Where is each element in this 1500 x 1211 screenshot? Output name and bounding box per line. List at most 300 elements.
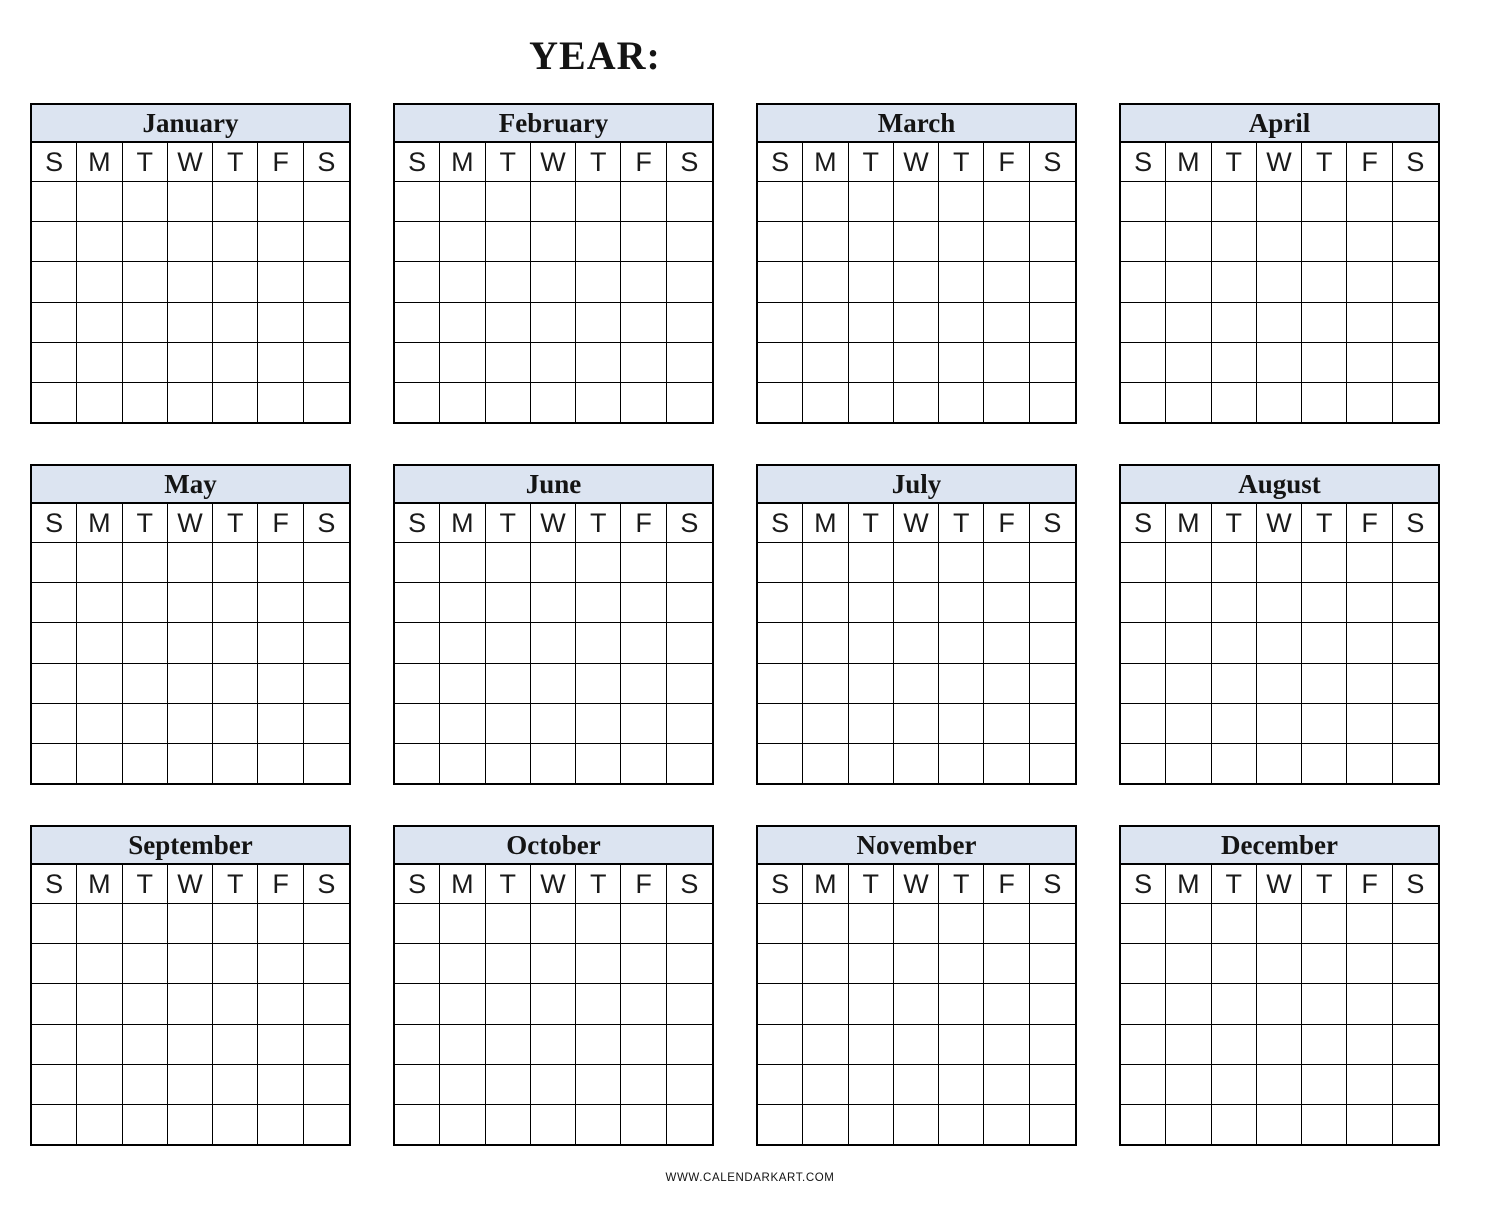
blank-day-cell bbox=[213, 262, 258, 301]
month-block-june bbox=[393, 464, 714, 785]
blank-day-cell bbox=[849, 623, 894, 662]
blank-day-cell bbox=[77, 343, 122, 382]
blank-day-cell bbox=[531, 1105, 576, 1144]
weekday-header-cell: T bbox=[939, 504, 984, 542]
blank-day-cell bbox=[758, 1105, 803, 1144]
week-row bbox=[1121, 343, 1438, 383]
blank-day-cell bbox=[1257, 1065, 1302, 1104]
blank-day-cell bbox=[486, 664, 531, 703]
blank-day-cell bbox=[395, 383, 440, 422]
blank-day-cell bbox=[849, 262, 894, 301]
weekday-header-cell: M bbox=[803, 504, 848, 542]
blank-day-cell bbox=[258, 1065, 303, 1104]
blank-day-cell bbox=[304, 543, 349, 582]
blank-day-cell bbox=[1121, 262, 1166, 301]
blank-day-cell bbox=[621, 623, 666, 662]
blank-day-cell bbox=[1347, 303, 1392, 342]
blank-day-cell bbox=[486, 182, 531, 221]
blank-day-cell bbox=[531, 182, 576, 221]
blank-day-cell bbox=[123, 343, 168, 382]
blank-day-cell bbox=[32, 222, 77, 261]
blank-day-cell bbox=[531, 303, 576, 342]
blank-day-cell bbox=[1257, 1025, 1302, 1064]
blank-day-cell bbox=[32, 984, 77, 1023]
blank-day-cell bbox=[621, 1065, 666, 1104]
blank-day-cell bbox=[667, 383, 712, 422]
week-row bbox=[1121, 904, 1438, 944]
month-block-july bbox=[756, 464, 1077, 785]
blank-day-cell bbox=[621, 222, 666, 261]
blank-day-cell bbox=[894, 182, 939, 221]
blank-day-cell bbox=[758, 984, 803, 1023]
blank-day-cell bbox=[939, 904, 984, 943]
blank-day-cell bbox=[32, 383, 77, 422]
weekday-header-cell: W bbox=[531, 504, 576, 542]
week-row bbox=[32, 944, 349, 984]
blank-day-cell bbox=[258, 704, 303, 743]
blank-day-cell bbox=[486, 543, 531, 582]
week-row bbox=[758, 664, 1075, 704]
blank-day-cell bbox=[803, 222, 848, 261]
blank-day-cell bbox=[849, 1025, 894, 1064]
blank-day-cell bbox=[1302, 944, 1347, 983]
week-row bbox=[32, 303, 349, 343]
weekday-header-cell: W bbox=[894, 143, 939, 181]
week-row bbox=[1121, 704, 1438, 744]
blank-day-cell bbox=[939, 664, 984, 703]
blank-day-cell bbox=[621, 303, 666, 342]
weekday-header-cell: S bbox=[32, 865, 77, 903]
blank-day-cell bbox=[576, 262, 621, 301]
blank-day-cell bbox=[1347, 343, 1392, 382]
week-row bbox=[758, 303, 1075, 343]
blank-day-cell bbox=[1257, 704, 1302, 743]
blank-day-cell bbox=[258, 343, 303, 382]
weekday-header-cell: S bbox=[1043, 507, 1062, 538]
footer-url: WWW.CALENDARKART.COM bbox=[665, 1172, 835, 1184]
week-row bbox=[32, 1065, 349, 1105]
weekday-header-cell: M bbox=[803, 143, 848, 181]
blank-day-cell bbox=[1257, 262, 1302, 301]
week-row bbox=[32, 664, 349, 704]
blank-day-cell bbox=[395, 1025, 440, 1064]
blank-day-cell bbox=[213, 984, 258, 1023]
week-row bbox=[395, 1105, 712, 1144]
blank-day-cell bbox=[803, 1105, 848, 1144]
weekday-header-cell: S bbox=[758, 143, 803, 181]
blank-day-cell bbox=[576, 744, 621, 783]
blank-day-cell bbox=[894, 623, 939, 662]
blank-day-cell bbox=[939, 1065, 984, 1104]
blank-day-cell bbox=[168, 182, 213, 221]
blank-day-cell bbox=[1030, 182, 1075, 221]
blank-day-cell bbox=[1393, 222, 1438, 261]
blank-day-cell bbox=[758, 904, 803, 943]
blank-day-cell bbox=[1030, 303, 1075, 342]
blank-day-cell bbox=[123, 1025, 168, 1064]
blank-day-cell bbox=[123, 182, 168, 221]
blank-day-cell bbox=[758, 583, 803, 622]
weekday-header-cell: S bbox=[1043, 146, 1062, 177]
blank-day-cell bbox=[32, 303, 77, 342]
blank-day-cell bbox=[894, 1065, 939, 1104]
month-block-september bbox=[30, 825, 351, 1146]
month-block-january bbox=[30, 103, 351, 424]
blank-day-cell bbox=[576, 303, 621, 342]
blank-day-cell bbox=[984, 303, 1029, 342]
week-row bbox=[32, 1025, 349, 1065]
weekday-header-cell: W bbox=[1257, 143, 1302, 181]
blank-day-cell bbox=[894, 944, 939, 983]
blank-day-cell bbox=[803, 1025, 848, 1064]
blank-day-cell bbox=[939, 262, 984, 301]
blank-day-cell bbox=[168, 704, 213, 743]
blank-day-cell bbox=[32, 1025, 77, 1064]
blank-day-cell bbox=[213, 623, 258, 662]
week-row bbox=[395, 343, 712, 383]
weekday-header-cell: S bbox=[317, 868, 336, 899]
blank-day-cell bbox=[168, 262, 213, 301]
blank-day-cell bbox=[1393, 182, 1438, 221]
blank-day-cell bbox=[1393, 623, 1438, 662]
blank-day-cell bbox=[1347, 664, 1392, 703]
blank-day-cell bbox=[531, 623, 576, 662]
week-row bbox=[32, 583, 349, 623]
blank-day-cell bbox=[1393, 664, 1438, 703]
blank-day-cell bbox=[1030, 623, 1075, 662]
blank-day-cell bbox=[1030, 222, 1075, 261]
blank-day-cell bbox=[1121, 383, 1166, 422]
blank-day-cell bbox=[123, 984, 168, 1023]
week-row bbox=[758, 583, 1075, 623]
blank-day-cell bbox=[304, 343, 349, 382]
weekday-header-cell: T bbox=[1302, 865, 1347, 903]
blank-day-cell bbox=[1166, 343, 1211, 382]
blank-day-cell bbox=[576, 383, 621, 422]
week-row bbox=[395, 583, 712, 623]
blank-day-cell bbox=[258, 583, 303, 622]
blank-day-cell bbox=[939, 543, 984, 582]
blank-day-cell bbox=[849, 303, 894, 342]
blank-day-cell bbox=[440, 623, 485, 662]
blank-day-cell bbox=[1121, 904, 1166, 943]
blank-day-cell bbox=[1166, 383, 1211, 422]
blank-day-cell bbox=[1257, 222, 1302, 261]
weekday-header-cell: M bbox=[1166, 865, 1211, 903]
blank-day-cell bbox=[304, 1065, 349, 1104]
blank-day-cell bbox=[939, 583, 984, 622]
weekday-header-cell: S bbox=[395, 865, 440, 903]
blank-day-cell bbox=[1302, 222, 1347, 261]
blank-day-cell bbox=[1030, 904, 1075, 943]
weekday-header-row bbox=[1121, 504, 1438, 543]
week-row bbox=[1121, 1065, 1438, 1105]
blank-day-cell bbox=[667, 704, 712, 743]
blank-day-cell bbox=[1166, 1105, 1211, 1144]
blank-day-cell bbox=[213, 944, 258, 983]
blank-day-cell bbox=[1393, 543, 1438, 582]
blank-day-cell bbox=[849, 222, 894, 261]
blank-day-cell bbox=[939, 343, 984, 382]
blank-day-cell bbox=[621, 583, 666, 622]
blank-day-cell bbox=[803, 182, 848, 221]
weekday-header-cell: T bbox=[939, 865, 984, 903]
weekday-header-cell: F bbox=[621, 865, 666, 903]
blank-day-cell bbox=[1030, 704, 1075, 743]
blank-day-cell bbox=[1302, 303, 1347, 342]
blank-day-cell bbox=[803, 984, 848, 1023]
blank-day-cell bbox=[984, 262, 1029, 301]
blank-day-cell bbox=[531, 664, 576, 703]
blank-day-cell bbox=[32, 704, 77, 743]
blank-day-cell bbox=[1302, 664, 1347, 703]
blank-day-cell bbox=[1393, 262, 1438, 301]
blank-day-cell bbox=[77, 1025, 122, 1064]
weekday-header-cell: M bbox=[77, 865, 122, 903]
blank-day-cell bbox=[1030, 1065, 1075, 1104]
blank-day-cell bbox=[213, 303, 258, 342]
blank-day-cell bbox=[939, 182, 984, 221]
weekday-header-cell: W bbox=[1257, 865, 1302, 903]
blank-day-cell bbox=[168, 222, 213, 261]
blank-day-cell bbox=[621, 904, 666, 943]
blank-day-cell bbox=[77, 704, 122, 743]
blank-day-cell bbox=[576, 1105, 621, 1144]
blank-day-cell bbox=[667, 1105, 712, 1144]
blank-day-cell bbox=[1166, 984, 1211, 1023]
weekday-header-cell: T bbox=[486, 504, 531, 542]
blank-day-cell bbox=[32, 944, 77, 983]
blank-day-cell bbox=[304, 704, 349, 743]
blank-day-cell bbox=[1121, 1065, 1166, 1104]
blank-day-cell bbox=[395, 182, 440, 221]
blank-day-cell bbox=[395, 222, 440, 261]
weekday-header-cell: S bbox=[317, 146, 336, 177]
blank-day-cell bbox=[304, 623, 349, 662]
blank-day-cell bbox=[123, 1065, 168, 1104]
blank-day-cell bbox=[803, 944, 848, 983]
month-block-march bbox=[756, 103, 1077, 424]
blank-day-cell bbox=[486, 984, 531, 1023]
blank-day-cell bbox=[304, 182, 349, 221]
blank-day-cell bbox=[1302, 583, 1347, 622]
weekday-header-row bbox=[758, 504, 1075, 543]
blank-day-cell bbox=[213, 664, 258, 703]
week-row bbox=[32, 1105, 349, 1144]
blank-day-cell bbox=[621, 984, 666, 1023]
blank-day-cell bbox=[1257, 984, 1302, 1023]
blank-day-cell bbox=[531, 1065, 576, 1104]
blank-day-cell bbox=[531, 222, 576, 261]
weekday-header-cell: W bbox=[894, 504, 939, 542]
blank-day-cell bbox=[576, 984, 621, 1023]
weekday-header-cell: T bbox=[1212, 865, 1257, 903]
blank-day-cell bbox=[803, 543, 848, 582]
blank-day-cell bbox=[1212, 904, 1257, 943]
blank-day-cell bbox=[1166, 1025, 1211, 1064]
blank-day-cell bbox=[803, 744, 848, 783]
blank-day-cell bbox=[758, 262, 803, 301]
blank-day-cell bbox=[486, 383, 531, 422]
blank-day-cell bbox=[32, 543, 77, 582]
blank-day-cell bbox=[77, 984, 122, 1023]
blank-day-cell bbox=[667, 303, 712, 342]
blank-day-cell bbox=[1030, 1025, 1075, 1064]
blank-day-cell bbox=[395, 944, 440, 983]
blank-day-cell bbox=[984, 383, 1029, 422]
blank-day-cell bbox=[894, 664, 939, 703]
blank-day-cell bbox=[1212, 1065, 1257, 1104]
blank-day-cell bbox=[758, 623, 803, 662]
blank-day-cell bbox=[395, 262, 440, 301]
blank-day-cell bbox=[1212, 704, 1257, 743]
blank-day-cell bbox=[667, 623, 712, 662]
blank-day-cell bbox=[1166, 222, 1211, 261]
month-block-october bbox=[393, 825, 714, 1146]
blank-day-cell bbox=[621, 543, 666, 582]
blank-day-cell bbox=[984, 904, 1029, 943]
weekday-header-row bbox=[1121, 143, 1438, 182]
blank-day-cell bbox=[395, 744, 440, 783]
blank-day-cell bbox=[77, 1065, 122, 1104]
blank-day-cell bbox=[486, 1065, 531, 1104]
blank-day-cell bbox=[939, 704, 984, 743]
blank-day-cell bbox=[32, 583, 77, 622]
blank-day-cell bbox=[667, 904, 712, 943]
blank-day-cell bbox=[1257, 944, 1302, 983]
blank-day-cell bbox=[667, 222, 712, 261]
blank-day-cell bbox=[1212, 303, 1257, 342]
month-name: September bbox=[32, 827, 349, 865]
blank-day-cell bbox=[213, 1025, 258, 1064]
blank-day-cell bbox=[758, 343, 803, 382]
blank-day-cell bbox=[32, 1105, 77, 1144]
week-row bbox=[1121, 303, 1438, 343]
blank-day-cell bbox=[621, 383, 666, 422]
blank-day-cell bbox=[395, 583, 440, 622]
blank-day-cell bbox=[531, 383, 576, 422]
blank-day-cell bbox=[304, 984, 349, 1023]
month-name: October bbox=[395, 827, 712, 865]
weekday-header-cell: W bbox=[168, 143, 213, 181]
weekday-header-cell: F bbox=[621, 143, 666, 181]
blank-day-cell bbox=[77, 944, 122, 983]
blank-day-cell bbox=[123, 583, 168, 622]
blank-day-cell bbox=[1121, 744, 1166, 783]
blank-day-cell bbox=[849, 543, 894, 582]
month-name: June bbox=[395, 466, 712, 504]
month-name: February bbox=[395, 105, 712, 143]
blank-day-cell bbox=[894, 543, 939, 582]
blank-day-cell bbox=[440, 383, 485, 422]
blank-day-cell bbox=[576, 623, 621, 662]
blank-day-cell bbox=[667, 1065, 712, 1104]
blank-day-cell bbox=[531, 744, 576, 783]
blank-day-cell bbox=[939, 303, 984, 342]
blank-day-cell bbox=[440, 543, 485, 582]
blank-day-cell bbox=[849, 744, 894, 783]
week-row bbox=[758, 1065, 1075, 1105]
blank-day-cell bbox=[576, 343, 621, 382]
blank-day-cell bbox=[984, 1025, 1029, 1064]
blank-day-cell bbox=[1347, 623, 1392, 662]
weekday-header-row bbox=[32, 865, 349, 904]
blank-day-cell bbox=[803, 623, 848, 662]
blank-day-cell bbox=[213, 543, 258, 582]
week-row bbox=[395, 222, 712, 262]
blank-day-cell bbox=[304, 583, 349, 622]
blank-day-cell bbox=[32, 182, 77, 221]
blank-day-cell bbox=[1030, 944, 1075, 983]
blank-day-cell bbox=[258, 904, 303, 943]
weekday-header-cell: F bbox=[258, 504, 303, 542]
week-row bbox=[395, 664, 712, 704]
blank-day-cell bbox=[77, 623, 122, 662]
weekday-header-cell: T bbox=[213, 504, 258, 542]
blank-day-cell bbox=[1393, 704, 1438, 743]
weekday-header-cell: S bbox=[758, 504, 803, 542]
blank-day-cell bbox=[1302, 744, 1347, 783]
weekday-header-cell: T bbox=[1302, 504, 1347, 542]
week-row bbox=[32, 383, 349, 422]
blank-day-cell bbox=[1347, 182, 1392, 221]
blank-day-cell bbox=[123, 543, 168, 582]
blank-day-cell bbox=[258, 182, 303, 221]
blank-day-cell bbox=[849, 583, 894, 622]
week-row bbox=[1121, 182, 1438, 222]
blank-day-cell bbox=[894, 383, 939, 422]
blank-day-cell bbox=[849, 383, 894, 422]
blank-day-cell bbox=[440, 182, 485, 221]
blank-day-cell bbox=[1302, 984, 1347, 1023]
blank-day-cell bbox=[621, 744, 666, 783]
blank-day-cell bbox=[531, 1025, 576, 1064]
blank-day-cell bbox=[77, 583, 122, 622]
blank-day-cell bbox=[168, 303, 213, 342]
blank-day-cell bbox=[531, 944, 576, 983]
blank-day-cell bbox=[168, 383, 213, 422]
blank-day-cell bbox=[621, 944, 666, 983]
blank-day-cell bbox=[1347, 744, 1392, 783]
blank-day-cell bbox=[1166, 944, 1211, 983]
blank-day-cell bbox=[77, 383, 122, 422]
weekday-header-row bbox=[395, 143, 712, 182]
blank-day-cell bbox=[258, 1025, 303, 1064]
blank-day-cell bbox=[258, 262, 303, 301]
blank-day-cell bbox=[77, 543, 122, 582]
week-row bbox=[32, 984, 349, 1024]
blank-day-cell bbox=[486, 262, 531, 301]
weekday-header-cell: T bbox=[939, 143, 984, 181]
weekday-header-cell: S bbox=[395, 504, 440, 542]
blank-day-cell bbox=[894, 984, 939, 1023]
blank-day-cell bbox=[1121, 623, 1166, 662]
blank-day-cell bbox=[123, 222, 168, 261]
weekday-header-row bbox=[758, 143, 1075, 182]
blank-day-cell bbox=[168, 984, 213, 1023]
blank-day-cell bbox=[576, 1065, 621, 1104]
blank-day-cell bbox=[213, 222, 258, 261]
blank-day-cell bbox=[531, 984, 576, 1023]
blank-day-cell bbox=[213, 182, 258, 221]
blank-day-cell bbox=[440, 343, 485, 382]
blank-day-cell bbox=[667, 543, 712, 582]
blank-day-cell bbox=[1166, 623, 1211, 662]
blank-day-cell bbox=[1257, 904, 1302, 943]
blank-day-cell bbox=[1393, 744, 1438, 783]
blank-day-cell bbox=[32, 1065, 77, 1104]
month-name: November bbox=[758, 827, 1075, 865]
